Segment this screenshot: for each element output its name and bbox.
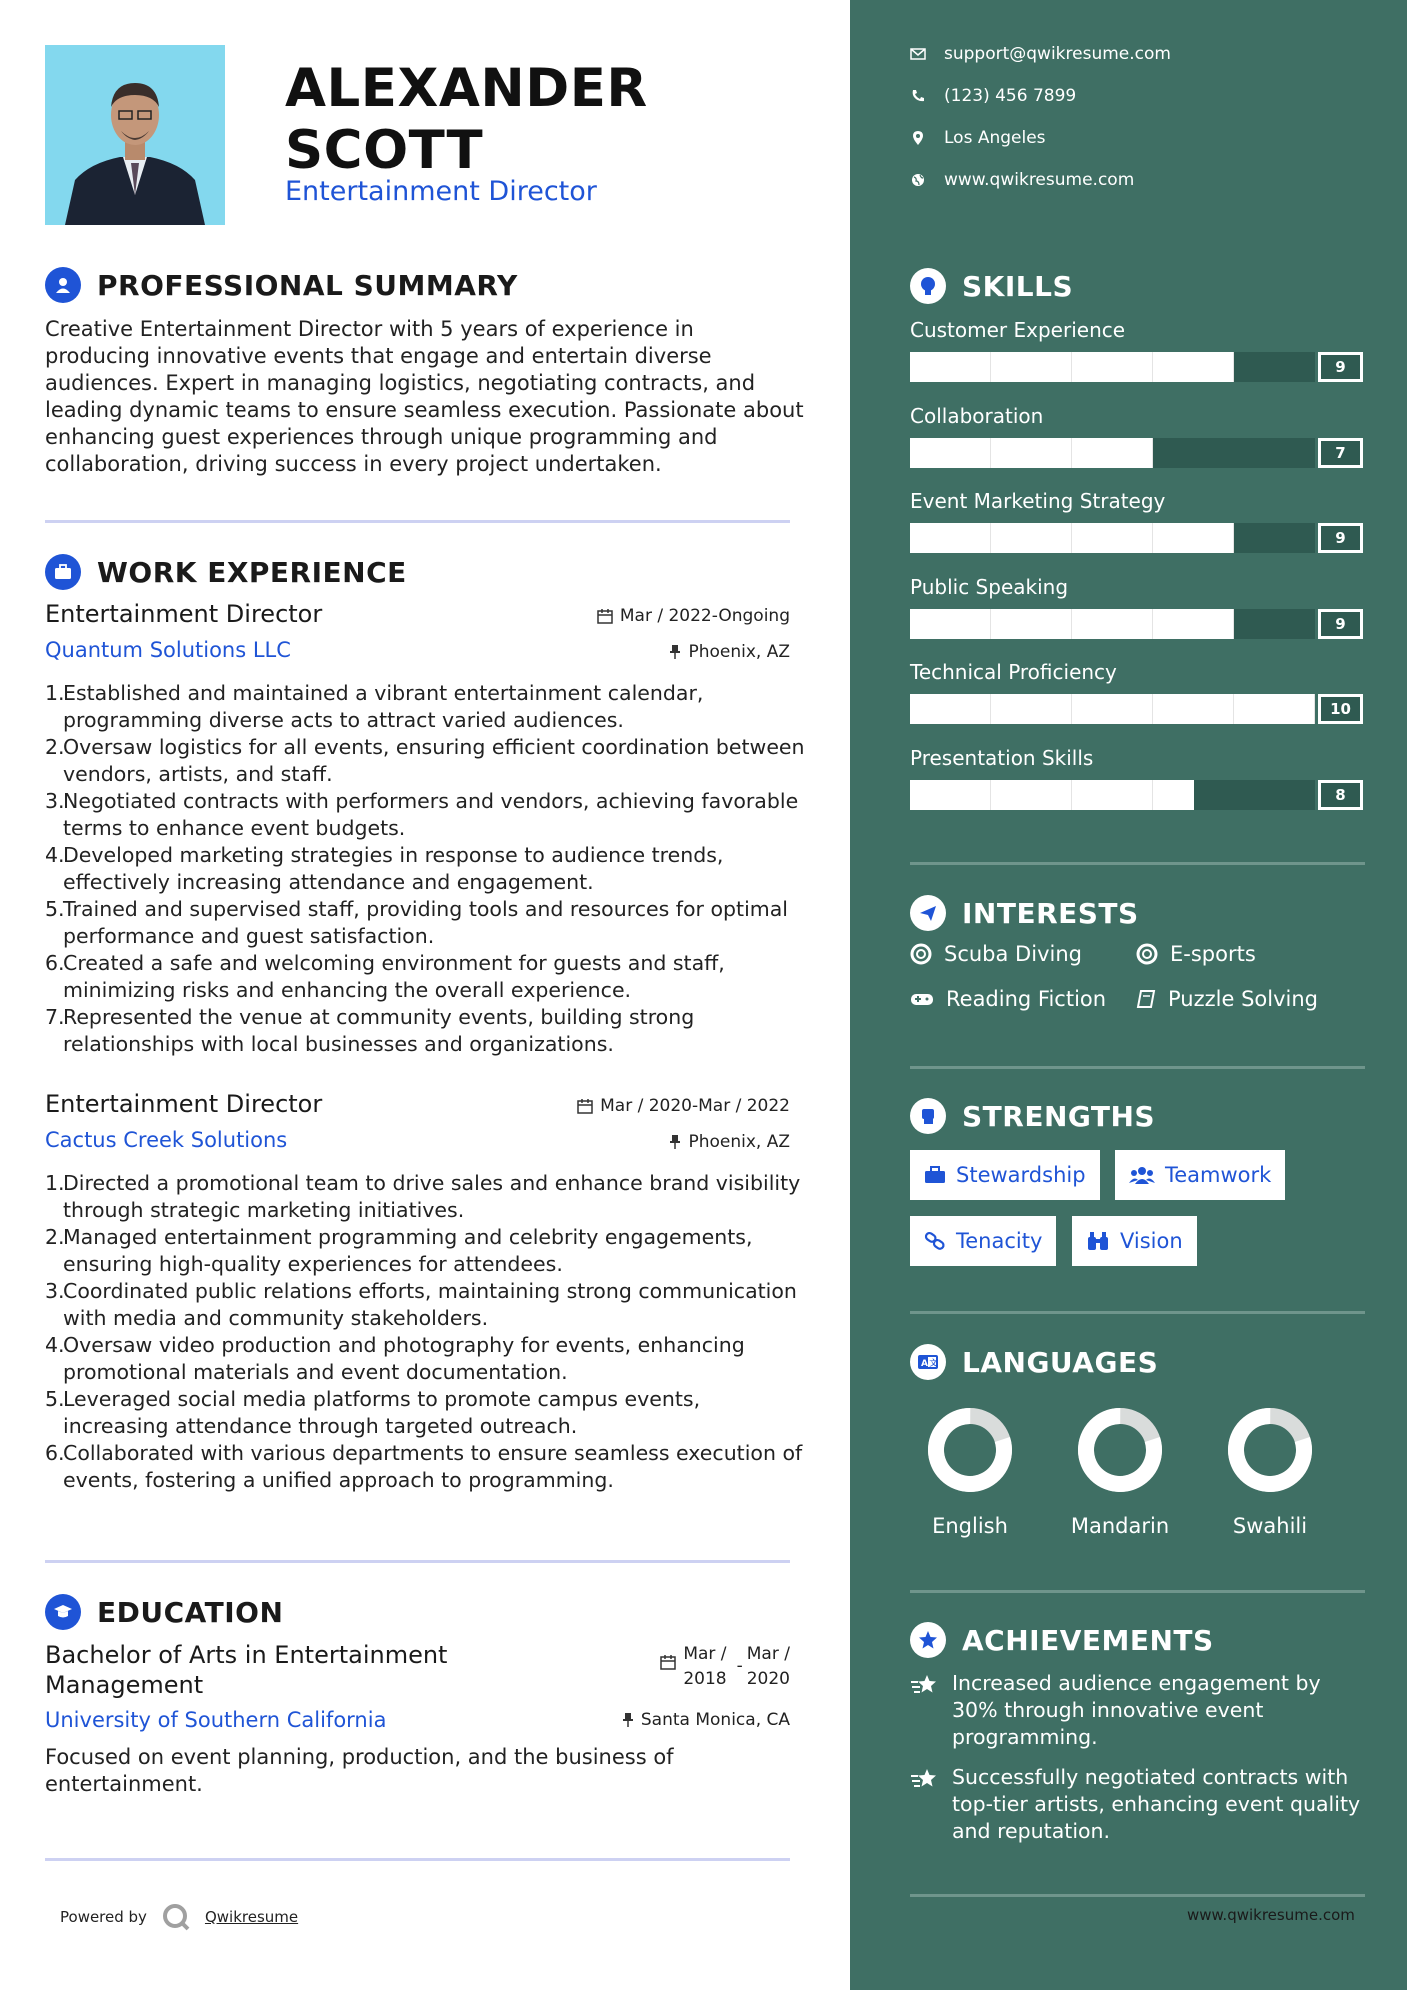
svg-text:A: A [921, 1359, 928, 1369]
divider [910, 1311, 1365, 1314]
skill-score: 9 [1318, 523, 1363, 553]
skill-score: 9 [1318, 609, 1363, 639]
divider [45, 1560, 790, 1563]
qwikresume-logo-icon [161, 1902, 191, 1932]
donut-fill [927, 1407, 1013, 1493]
job-company: Cactus Creek Solutions [45, 1128, 288, 1152]
skill-bar-fill [910, 523, 1234, 553]
graduation-icon [45, 1594, 81, 1630]
skill-label: Event Marketing Strategy [910, 489, 1166, 513]
strength-tag: Tenacity [910, 1216, 1056, 1266]
skill-label: Collaboration [910, 404, 1044, 428]
list-item: 4. Developed marketing strategies in response to audience trends, effectively increasing attendance and engagement. [45, 843, 724, 894]
book-icon [1136, 989, 1156, 1009]
star-badge-icon [910, 1622, 946, 1658]
skill-bar [910, 780, 1315, 810]
contact-location: Los Angeles [910, 128, 1046, 148]
language-donut [1210, 1404, 1330, 1496]
life-ring-icon [1136, 943, 1158, 965]
list-item: 2. Oversaw logistics for all events, ensuring efficient coordination between vendors, artists, and staff. [45, 735, 805, 786]
list-item: 5. Leveraged social media platforms to promote campus events, increasing attendance through targeted outreach. [45, 1387, 701, 1438]
strength-tag: Teamwork [1115, 1150, 1285, 1200]
pin-icon [669, 1134, 681, 1150]
interest-item: Reading Fiction [910, 987, 1106, 1011]
education-dates: Mar / 2018 - Mar / 2020 [660, 1642, 790, 1692]
binoculars-icon [1086, 1231, 1110, 1251]
education-heading: EDUCATION [45, 1594, 283, 1630]
skill-bar [910, 523, 1315, 553]
paper-plane-icon [910, 895, 946, 931]
profile-photo [45, 45, 225, 225]
svg-text:文: 文 [929, 1358, 938, 1368]
job-dates: Mar / 2022-Ongoing [597, 606, 790, 626]
list-item: 6. Created a safe and welcoming environment for guests and staff, minimizing risks and enhancing the overall experience. [45, 951, 725, 1002]
skill-bar-fill [910, 352, 1234, 382]
language-donut [910, 1404, 1030, 1496]
shooting-star-icon [910, 1674, 940, 1696]
contact-phone[interactable]: (123) 456 7899 [910, 86, 1076, 106]
skill-bar-fill [910, 694, 1315, 724]
skill-bar [910, 352, 1315, 382]
list-item: 1. Established and maintained a vibrant entertainment calendar, programming diverse acts to attract varied audiences. [45, 681, 704, 732]
pin-icon [669, 644, 681, 660]
achievement-item: Successfully negotiated contracts with top-tier artists, enhancing event quality and reputation. [910, 1764, 1370, 1845]
job-title: Entertainment Director [45, 1090, 323, 1118]
candidate-title: Entertainment Director [285, 176, 597, 207]
job-bullets [45, 680, 805, 1058]
school: University of Southern California [45, 1708, 387, 1732]
list-item: 5. Trained and supervised staff, providing tools and resources for optimal performance and guest satisfaction. [45, 897, 788, 948]
users-icon [1129, 1165, 1155, 1185]
achievement-item: Increased audience engagement by 30% through innovative event programming. [910, 1670, 1370, 1751]
work-heading: WORK EXPERIENCE [45, 554, 407, 590]
list-item: 7. Represented the venue at community events, building strong relationships with local businesses and organizations. [45, 1005, 695, 1056]
fist-icon [910, 1098, 946, 1134]
briefcase-icon [924, 1165, 946, 1185]
candidate-name: ALEXANDER SCOTT [285, 58, 648, 181]
list-item: 3. Negotiated contracts with performers and vendors, achieving favorable terms to enhance event budgets. [45, 789, 799, 840]
list-item: 4. Oversaw video production and photography for events, enhancing promotional materials and event documentation. [45, 1333, 745, 1384]
link-icon [924, 1231, 946, 1251]
list-item: 6. Collaborated with various departments to ensure seamless execution of events, fostering a unified approach to programming. [45, 1441, 803, 1492]
donut-fill [1227, 1407, 1313, 1493]
skill-score: 10 [1318, 694, 1363, 724]
strengths-heading: STRENGTHS [910, 1098, 1155, 1134]
calendar-icon [660, 1654, 676, 1670]
footer-website[interactable]: www.qwikresume.com [1187, 1906, 1355, 1924]
pin-icon [622, 1712, 634, 1728]
location-icon [913, 131, 923, 145]
skill-bar-fill [910, 609, 1234, 639]
globe-icon [911, 173, 925, 187]
list-item: 2. Managed entertainment programming and celebrity engagements, ensuring high-quality experiences for attendees. [45, 1225, 753, 1276]
skill-bar-fill [910, 438, 1153, 468]
degree: Bachelor of Arts in Entertainment Management [45, 1641, 448, 1699]
contact-website[interactable]: www.qwikresume.com [910, 170, 1134, 190]
calendar-icon [597, 608, 613, 624]
interests-heading: INTERESTS [910, 895, 1139, 931]
interest-item: Puzzle Solving [1136, 987, 1318, 1011]
education-location: Santa Monica, CA [622, 1710, 790, 1730]
job-dates: Mar / 2020-Mar / 2022 [577, 1096, 790, 1116]
divider [910, 1066, 1365, 1069]
divider [910, 1894, 1365, 1897]
translate-icon [910, 1344, 946, 1380]
summary-text: Creative Entertainment Director with 5 years of experience in producing innovative events that engage and entertain diverse audiences. Expert in managing logistics, negotiating contracts, and leading dynamic teams to ensure seamless execution. Passionate about enhancing guest experiences through unique programming and collaboration, driving success in every project undertaken. [45, 317, 804, 476]
skill-label: Customer Experience [910, 318, 1126, 342]
skill-bar-fill [910, 780, 1194, 810]
briefcase-icon [45, 554, 81, 590]
gamepad-icon [910, 991, 934, 1007]
language-label: Swahili [1232, 1514, 1308, 1538]
summary-heading: PROFESSIONAL SUMMARY [45, 267, 518, 303]
skill-score: 7 [1318, 438, 1363, 468]
language-label: Mandarin [1070, 1514, 1170, 1538]
job-location: Phoenix, AZ [669, 1132, 790, 1152]
shooting-star-icon [910, 1768, 940, 1790]
divider [910, 1590, 1365, 1593]
job-entry [45, 600, 790, 662]
calendar-icon [577, 1098, 593, 1114]
skill-label: Presentation Skills [910, 746, 1094, 770]
list-item: 1. Directed a promotional team to drive sales and enhance brand visibility through strategic marketing initiatives. [45, 1171, 801, 1222]
strength-tag: Vision [1072, 1216, 1197, 1266]
strength-tag: Stewardship [910, 1150, 1100, 1200]
interest-item: Scuba Diving [910, 942, 1082, 966]
skill-score: 9 [1318, 352, 1363, 382]
job-company: Quantum Solutions LLC [45, 638, 291, 662]
language-item [910, 1404, 1030, 1538]
list-item: 3. Coordinated public relations efforts, maintaining strong communication with media and community stakeholders. [45, 1279, 797, 1330]
interest-item: E-sports [1136, 942, 1256, 966]
powered-by: Powered by Qwikresume [60, 1902, 298, 1932]
envelope-icon [910, 48, 926, 60]
donut-fill [1077, 1407, 1163, 1493]
job-location: Phoenix, AZ [669, 642, 790, 662]
contact-email[interactable]: support@qwikresume.com [910, 44, 1171, 64]
education-description: Focused on event planning, production, and the business of entertainment. [45, 1745, 674, 1796]
skills-heading: SKILLS [910, 268, 1073, 304]
divider [910, 862, 1365, 865]
lightbulb-icon [910, 268, 946, 304]
skill-bar [910, 694, 1315, 724]
phone-icon [911, 89, 925, 103]
skill-score: 8 [1318, 780, 1363, 810]
qwikresume-link[interactable]: Qwikresume [204, 1908, 299, 1926]
language-label: English [932, 1514, 1008, 1538]
language-item [1060, 1404, 1180, 1538]
divider [45, 520, 790, 523]
skill-bar [910, 438, 1315, 468]
divider [45, 1858, 790, 1861]
user-icon [45, 267, 81, 303]
languages-heading: A 文 LANGUAGES [910, 1344, 1158, 1380]
language-donut [1060, 1404, 1180, 1496]
job-bullets [45, 1170, 805, 1494]
skill-label: Public Speaking [910, 575, 1069, 599]
skill-bar [910, 609, 1315, 639]
job-title: Entertainment Director [45, 600, 323, 628]
language-item [1210, 1404, 1330, 1538]
education-entry [45, 1640, 790, 1732]
skill-label: Technical Proficiency [910, 660, 1117, 684]
job-entry [45, 1090, 790, 1152]
achievements-heading: ACHIEVEMENTS [910, 1622, 1214, 1658]
life-ring-icon [910, 943, 932, 965]
